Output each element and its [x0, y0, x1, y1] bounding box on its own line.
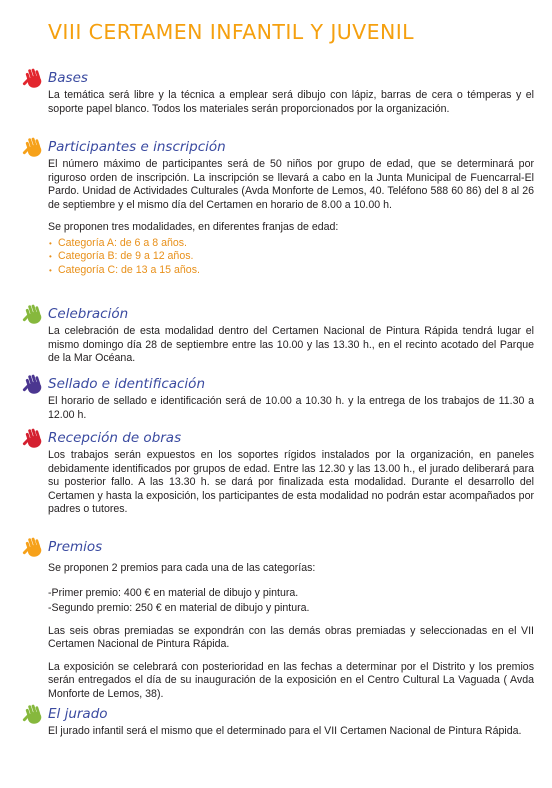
hand-print-icon: [20, 300, 47, 327]
section-body: [48, 395, 534, 422]
section-jurado: [20, 705, 520, 739]
paragraph: Las seis obras premiadas se expondrán con las demás obras premiadas y seleccionadas en el VII Certamen Nacional de Pintura Rápida.: [48, 624, 534, 650]
section-heading: [20, 69, 520, 88]
section-heading: [20, 429, 520, 448]
section-heading: [20, 538, 520, 557]
paragraph: La temática será libre y la técnica a emplear será dibujo con lápiz, barras de cera o témperas y el soporte papel blanco. Todos los materiales serán proporcionados por la organización.: [48, 89, 534, 115]
paragraph: -Segundo premio: 250 € en material de dibujo y pintura.: [48, 602, 310, 614]
section-body: [48, 725, 534, 739]
list-item: • Categoría C: de 13 a 15 años.: [58, 264, 534, 278]
section-heading: [20, 305, 520, 324]
section-title: Participantes e inscripción: [48, 139, 226, 155]
paragraph: Los trabajos serán expuestos en los soportes rígidos instalados por la organización, en paneles debidamente identificados por grupos de edad. Entre las 12.30 y las 13.00 h., el jurado deliberará para su posterior fallo. A las 13.30 h. se dará por finalizada esta modalidad. Durante el desarrollo del Certamen y hasta la exposición, los participantes de esta modalidad no podrán estar acompañados por padres o tutores.: [48, 449, 534, 515]
section-body: [48, 158, 534, 277]
section-title: Premios: [48, 539, 103, 555]
section-body: [48, 89, 534, 116]
paragraph: La celebración de esta modalidad dentro del Certamen Nacional de Pintura Rápida tendrá lugar el mismo domingo día 28 de septiembre entre las 10.00 y las 13.30 h., en el recinto acotado del Parque de la Mar Océana.: [48, 325, 534, 364]
section-heading: [20, 138, 520, 157]
section-premios: [20, 538, 534, 701]
section-body: [48, 449, 534, 517]
section-heading: [20, 705, 520, 724]
category-list: [48, 237, 534, 278]
paragraph: El número máximo de participantes será de 50 niños por grupo de edad, que se determinará por riguroso orden de inscripción. La inscripción se llevará a cabo en la Junta Municipal de Fuencarral-El Pardo. Unidad de Actividades Culturales (Avda Monforte de Lemos, 40. Teléfono 588 60 86) del 8 al 26 de septiembre y el mismo día del Certamen en horario de 8.00 a 10.00 h.: [48, 158, 534, 211]
paragraph: Se proponen 2 premios para cada una de las categorías:: [48, 562, 316, 574]
section-recepcion: [20, 429, 534, 517]
document-title: VIII CERTAMEN INFANTIL Y JUVENIL: [48, 20, 414, 44]
paragraph: La exposición se celebrará con posterioridad en las fechas a determinar por el Distrito y los premios serán entregados el día de su inauguración de la exposición en el Centro Cultural La Vaguada ( Avda Monforte de Lemos, 38).: [48, 660, 534, 700]
section-participantes: [20, 138, 534, 277]
section-heading: [20, 375, 520, 394]
section-title: Recepción de obras: [48, 430, 182, 446]
section-body: [48, 562, 534, 701]
paragraph: -Primer premio: 400 € en material de dibujo y pintura.: [48, 586, 299, 599]
paragraph: El jurado infantil será el mismo que el determinado para el VII Certamen Nacional de Pintura Rápida.: [48, 725, 522, 737]
section-title: Bases: [48, 70, 88, 86]
list-item: • Categoría A: de 6 a 8 años.: [58, 237, 534, 251]
section-title: Celebración: [48, 306, 129, 322]
hand-print-icon: [20, 424, 47, 451]
list-item: • Categoría B: de 9 a 12 años.: [58, 250, 534, 264]
paragraph: Se proponen tres modalidades, en diferentes franjas de edad:: [48, 221, 339, 233]
hand-print-icon: [20, 533, 47, 560]
hand-print-icon: [20, 133, 47, 160]
hand-print-icon: [20, 64, 47, 91]
section-bases: [20, 69, 534, 116]
paragraph: El horario de sellado e identificación será de 10.00 a 10.30 h. y la entrega de los trabajos de 11.30 a 12.00 h.: [48, 395, 534, 421]
section-sellado: [20, 375, 534, 422]
hand-print-icon: [20, 700, 47, 727]
section-body: [48, 325, 534, 366]
section-title: El jurado: [48, 706, 108, 722]
section-celebracion: [20, 305, 534, 366]
hand-print-icon: [20, 370, 47, 397]
section-title: Sellado e identificación: [48, 376, 205, 392]
